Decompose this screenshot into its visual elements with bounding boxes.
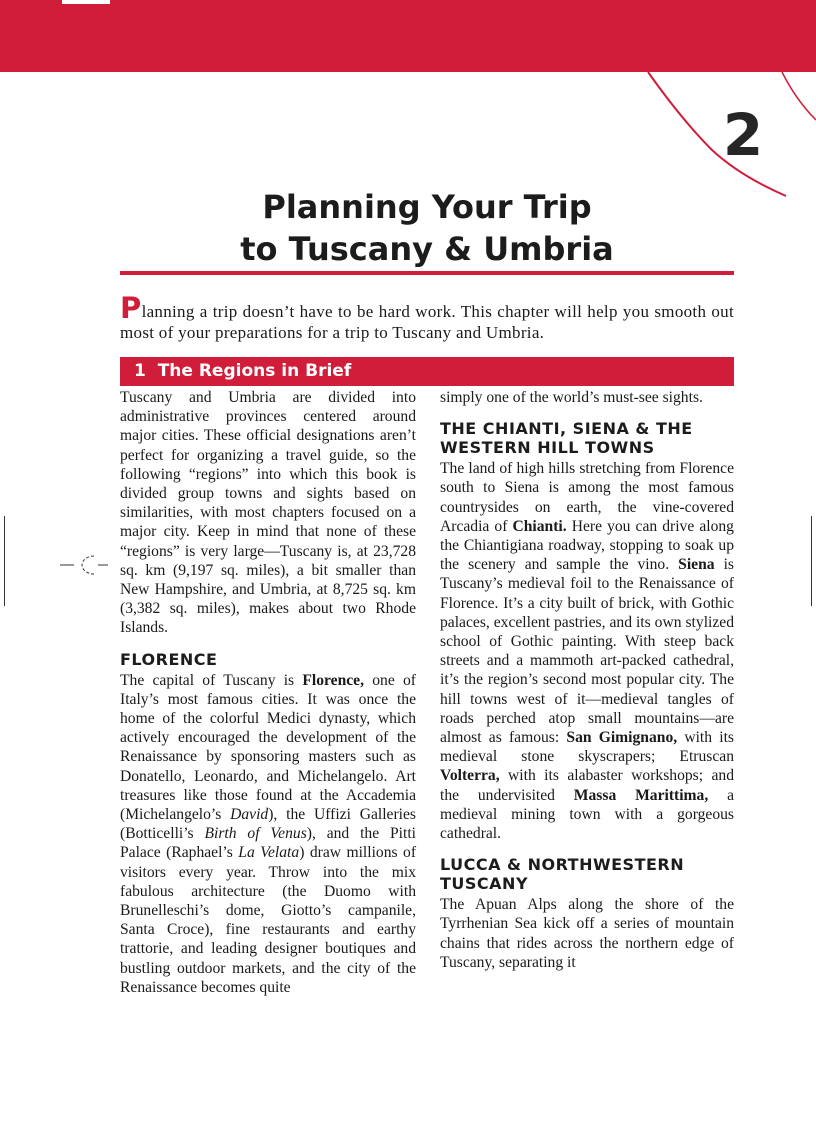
text-run: one of Italy’s most famous cities. It was once the home of the colorful Medici dynasty, which actively encouraged the development of the Renaissance by sponsoring masters such as Donatello, Leonardo, and Michelangelo. Art treasures like those found at the Accademia (Michelangelo’s	[120, 671, 416, 824]
section-number: 1	[134, 361, 146, 381]
chianti-heading: THE CHIANTI, SIENA & THE WESTERN HILL TOWNS	[440, 419, 693, 458]
text-run: Here you can drive along the Chiantigiana roadway, stopping to soak up the scenery and sample the vino.	[440, 517, 734, 574]
place-name-siena: Siena	[678, 556, 715, 574]
text-run: with its alabaster workshops; and the undervisited	[440, 767, 734, 804]
left-column	[120, 388, 416, 997]
artwork-title-birth-of-venus: Birth of Venus	[204, 825, 307, 843]
text-run: ) draw millions of visitors every year. Throw into the mix fabulous architecture (the Duomo with Brunelleschi’s dome, Giotto’s campanile, Santa Croce), fine restaurants and earthy trattorie, and leading designer boutiques and bustling outdoor markets, and the city of the Renaissance becomes quite	[120, 844, 417, 996]
regions-intro-paragraph: Tuscany and Umbria are divided into administrative provinces centered around major cities. These official designations aren’t perfect for organizing a travel guide, so the following “regions” into which this book is divided group towns and sights based on similarities, with most chapters focused on a major city. Keep in mind that none of these “regions” is very large—Tuscany is, at 23,728 sq. km (9,197 sq. miles), a bit smaller than New Hampshire, and Umbria, at 8,725 sq. km (3,382 sq. miles), makes about two Rhode Islands.	[120, 389, 416, 637]
text-run: ), and the Pitti Palace (Raphael’s	[120, 825, 416, 862]
lucca-heading: LUCCA & NORTHWESTERN TUSCANY	[440, 855, 685, 894]
artwork-title-la-velata: La Velata	[238, 844, 300, 862]
place-name-massa-marittima: Massa Marittima,	[573, 786, 709, 804]
chapter-number: 2	[722, 101, 764, 169]
text-run: ), the Uffizi Galleries (Botticelli’s	[120, 806, 416, 843]
florence-continuation: simply one of the world’s must-see sights.	[440, 389, 703, 406]
section-heading	[120, 357, 734, 386]
right-column	[440, 388, 734, 972]
florence-heading: FLORENCE	[120, 649, 218, 669]
place-name-san-gimignano: San Gimignano,	[566, 729, 678, 747]
florence-paragraph	[120, 671, 416, 997]
chapter-title-line-1: Planning Your Trip	[262, 188, 592, 226]
text-run: The capital of Tuscany is	[120, 671, 303, 689]
left-margin-mark	[4, 516, 5, 606]
drop-cap: P	[120, 291, 142, 325]
lucca-paragraph: The Apuan Alps along the shore of the Tyrrhenian Sea kick off a series of mountain chains that rides across the northern edge of Tuscany, separating it	[440, 896, 734, 971]
place-name-chianti: Chianti.	[512, 517, 567, 535]
intro-text: lanning a trip doesn’t have to be hard work. This chapter will help you smooth out most of your preparations for a trip to Tuscany and Umbria.	[120, 302, 734, 342]
chianti-paragraph	[440, 459, 734, 843]
chapter-title-line-2: to Tuscany & Umbria	[240, 230, 614, 268]
chapter-title	[120, 186, 734, 270]
text-run: is Tuscany’s medieval foil to the Renaissance of Florence. It’s a city built of brick, with Gothic palaces, excellent pastries, and its own stylized school of Gothic painting. With steep back streets and a mammoth art-packed cathedral, it’s the region’s second most popular city. The hill towns west of it—medieval tangles of roads perched atop small mountains—are almost as famous:	[440, 556, 734, 747]
registration-mark-icon	[60, 550, 108, 580]
intro-paragraph	[120, 291, 734, 343]
title-rule	[120, 271, 734, 275]
section-title: The Regions in Brief	[157, 361, 352, 381]
place-name-florence: Florence,	[302, 671, 365, 689]
artwork-title-david: David	[230, 806, 269, 824]
text-run: The land of high hills stretching from Florence south to Siena is among the most famous countrysides on earth, the vine-covered Arcadia of	[440, 460, 734, 535]
right-margin-mark	[811, 516, 812, 606]
text-run: with its medieval stone skyscrapers; Etruscan	[440, 729, 734, 766]
chapter-swoosh-decoration	[0, 0, 816, 200]
text-run: a medieval mining town with a gorgeous cathedral.	[440, 786, 734, 843]
place-name-volterra: Volterra,	[440, 767, 500, 785]
